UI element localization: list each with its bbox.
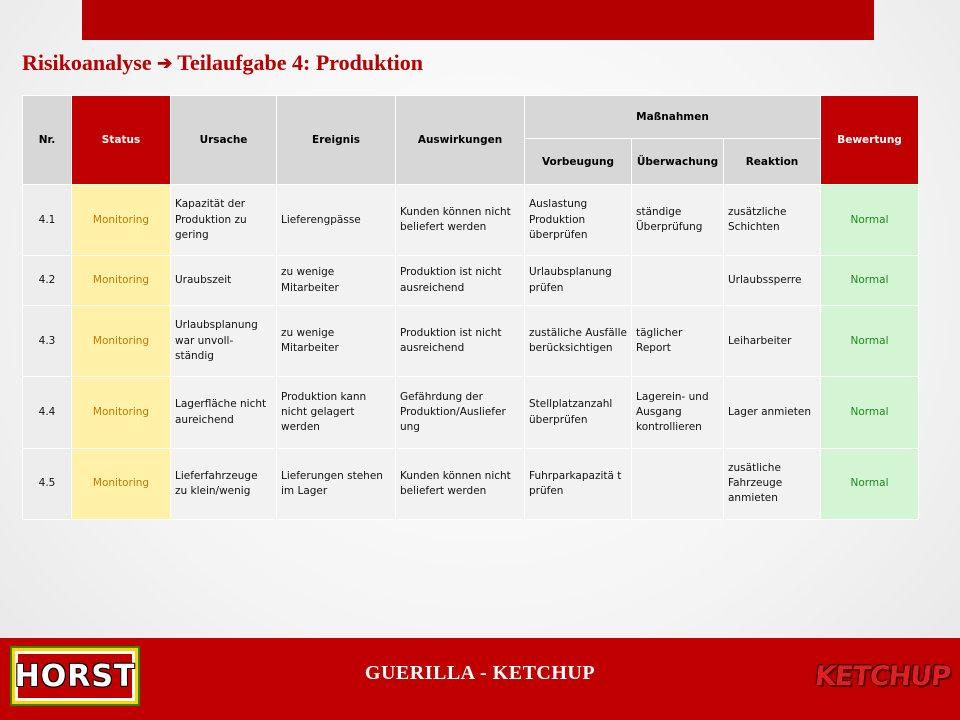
cell-auswirkungen: Kunden können nicht beliefert werden [396,185,525,256]
footer-title: GUERILLA - KETCHUP [364,662,596,684]
cell-ereignis: zu wenige Mitarbeiter [277,306,396,377]
cell-nr: 4.3 [23,306,72,377]
header-auswirkungen: Auswirkungen [396,96,525,185]
cell-reaktion: Urlaubssperre [724,256,821,306]
cell-auswirkungen: Produktion ist nicht ausreichend [396,306,525,377]
cell-ursache: Uraubszeit [171,256,277,306]
table-row [23,448,919,519]
table-row [23,185,919,256]
cell-ueberwachung: täglicher Report [632,306,724,377]
cell-vorbeugung: Auslastung Produktion überprüfen [525,185,632,256]
cell-status: Monitoring [72,185,171,256]
cell-auswirkungen: Produktion ist nicht ausreichend [396,256,525,306]
cell-bewertung: Normal [821,448,919,519]
header-bewertung: Bewertung [821,96,919,185]
cell-nr: 4.2 [23,256,72,306]
cell-vorbeugung: zustäliche Ausfälle berücksichtigen [525,306,632,377]
cell-auswirkungen: Kunden können nicht beliefert werden [396,448,525,519]
cell-status: Monitoring [72,377,171,448]
ketchup-logo-text: KETCHUP [812,660,952,692]
cell-reaktion: Leiharbeiter [724,306,821,377]
cell-ereignis: Lieferengpässe [277,185,396,256]
table-row [23,377,919,448]
cell-ueberwachung: ständige Überprüfung [632,185,724,256]
table-row [23,256,919,306]
slide-title [22,50,423,76]
cell-status: Monitoring [72,256,171,306]
cell-reaktion: zusätzliche Schichten [724,185,821,256]
cell-bewertung: Normal [821,377,919,448]
cell-reaktion: zusätliche Fahrzeuge anmieten [724,448,821,519]
cell-vorbeugung: Fuhrparkapazitä t prüfen [525,448,632,519]
header-vorbeugung: Vorbeugung [525,139,632,185]
header-status: Status [72,96,171,185]
title-suffix: Teilaufgabe 4: Produktion [177,50,424,75]
cell-bewertung: Normal [821,306,919,377]
cell-status: Monitoring [72,306,171,377]
cell-ueberwachung: Lagerein- und Ausgang kontrollieren [632,377,724,448]
header-ursache: Ursache [171,96,277,185]
cell-ueberwachung [632,448,724,519]
cell-ursache: Lieferfahrzeuge zu klein/wenig [171,448,277,519]
title-prefix: Risikoanalyse [22,50,152,75]
arrow-right-icon: ➔ [157,53,173,73]
cell-ereignis: zu wenige Mitarbeiter [277,256,396,306]
cell-reaktion: Lager anmieten [724,377,821,448]
cell-nr: 4.4 [23,377,72,448]
header-nr: Nr. [23,96,72,185]
header-ueberwachung: Überwachung [632,139,724,185]
cell-bewertung: Normal [821,185,919,256]
cell-ursache: Urlaubsplanung war unvoll-ständig [171,306,277,377]
top-banner [82,0,874,40]
table-row [23,306,919,377]
risk-table [22,95,919,520]
cell-bewertung: Normal [821,256,919,306]
cell-ereignis: Lieferungen stehen im Lager [277,448,396,519]
ketchup-logo [812,646,952,706]
header-reaktion: Reaktion [724,139,821,185]
header-ereignis: Ereignis [277,96,396,185]
cell-ursache: Kapazität der Produktion zu gering [171,185,277,256]
header-massnahmen: Maßnahmen [525,96,821,139]
cell-ereignis: Produktion kann nicht gelagert werden [277,377,396,448]
cell-nr: 4.1 [23,185,72,256]
cell-status: Monitoring [72,448,171,519]
cell-auswirkungen: Gefährdung der Produktion/Ausliefer ung [396,377,525,448]
cell-vorbeugung: Stellplatzanzahl überprüfen [525,377,632,448]
cell-nr: 4.5 [23,448,72,519]
cell-ueberwachung [632,256,724,306]
cell-vorbeugung: Urlaubsplanung prüfen [525,256,632,306]
cell-ursache: Lagerfläche nicht aureichend [171,377,277,448]
horst-logo-text: HORST [14,658,136,694]
